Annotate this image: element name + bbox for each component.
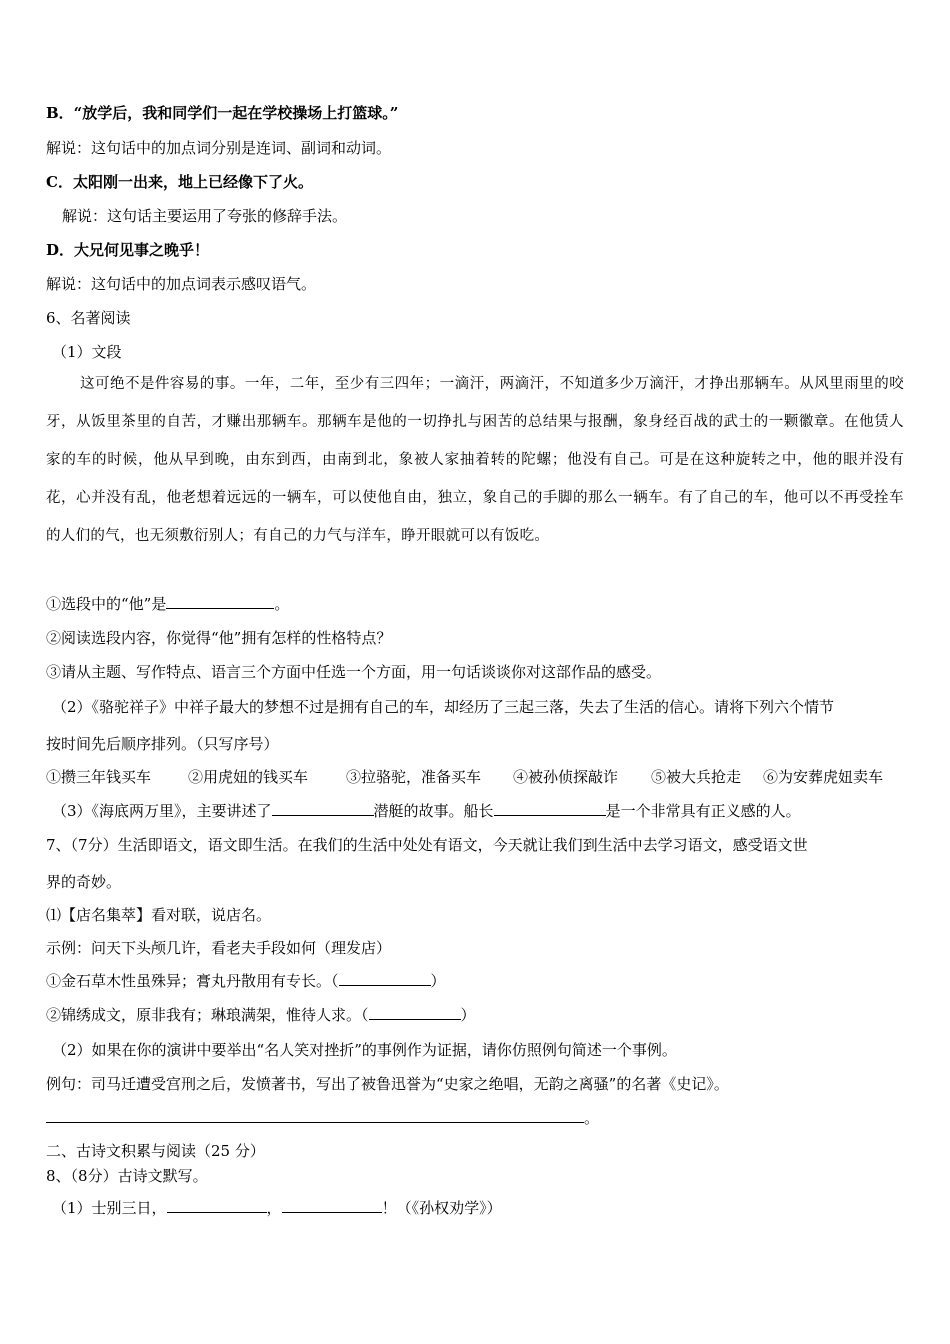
q7-example: 示例：问天下头颅几许，看老夫手段如何（理发店） [46,939,392,957]
q6-event-3: ③拉骆驼，准备买车 [346,768,482,786]
q7-sub1: ⑴【店名集萃】看对联，说店名。 [46,906,272,924]
q7-couplet2 [46,1005,476,1025]
q6-sub2: ②阅读选段内容，你觉得“他”拥有怎样的性格特点？ [46,629,392,647]
q8-item1 [52,1198,502,1218]
q8-item1-text-a: （1）士别三日， [52,1199,167,1217]
q7-sub2: （2）如果在你的演讲中要举出“名人笑对挫折”的事例作为证据，请你仿照例句简述一个事例。 [52,1041,677,1059]
q6-sub1-end: 。 [274,595,290,613]
q6-part3-text-a: （3）《海底两万里》，主要讲述了 [52,802,272,820]
q7-couplet2-blank[interactable] [369,1005,461,1020]
q7-couplet1-blank[interactable] [339,971,431,986]
q6-event-list [46,767,883,787]
q6-event-4: ④被孙侦探敲诈 [513,768,619,786]
q6-passage: 这可绝不是件容易的事。一年，二年，至少有三四年；一滴汗，两滴汗，不知道多少万滴汗，才挣出那辆车。从风里雨里的咬牙，从饭里茶里的自苦，才赚出那辆车。那辆车是他的一切挣扎与困苦的总结果与报酬，象身经百战的武士的一颗徽章。在他赁人家的车的时候，他从早到晚，由东到西，由南到北，象被人家抽着转的陀螺；他没有自己。可是在这种旋转之中，他的眼并没有花，心并没有乱，他老想着远远的一辆车，可以使他自由，独立，象自己的手脚的那么一辆车。有了自己的车，他可以不再受拴车的人们的气，也无须敷衍别人；有自己的力气与洋车，睁开眼就可以有饭吃。 [46,376,904,544]
q7-answer-end: 。 [584,1109,600,1127]
q7-answer-blank[interactable] [46,1108,584,1123]
q6-part3 [52,801,801,821]
q6-part3-text-b: 潜艇的故事。船长 [373,802,494,820]
q6-part2-line1: （2）《骆驼祥子》中祥子最大的梦想不过是拥有自己的车，却经历了三起三落，失去了生活的信心。请将下列六个情节 [52,698,835,716]
q7-answer-line [46,1108,599,1128]
q6-sub1-text: ①选段中的“他”是 [46,595,167,613]
q6-sub1 [46,594,289,614]
q7-couplet1-end: ） [430,972,446,990]
q8-item1-blank-1[interactable] [167,1198,267,1213]
q5-option-b: B．“放学后，我和同学们一起在学校操场上打篮球。” [46,104,399,122]
q7-couplet2-text: ②锦绣成文，原非我有；琳琅满架，惟待人求。（ [46,1006,369,1024]
q8-title: 8、（8分）古诗文默写。 [46,1167,208,1185]
q7-model: 例句：司马迁遭受宫刑之后，发愤著书，写出了被鲁迅誉为“史家之绝唱，无韵之离骚”的名著《史记》。 [46,1075,729,1093]
q8-item1-text-b: ， [266,1199,282,1217]
q6-event-6: ⑥为安葬虎妞卖车 [763,768,884,786]
q6-sub3: ③请从主题、写作特点、语言三个方面中任选一个方面，用一句话谈谈你对这部作品的感受。 [46,663,662,681]
q5-explain-d: 解说：这句话中的加点词表示感叹语气。 [46,275,317,293]
q7-line1: 7、（7分）生活即语文，语文即生活。在我们的生活中处处有语文，今天就让我们到生活中去学习语文，感受语文世 [46,836,808,854]
q6-part2-line2: 按时间先后顺序排列。（只写序号） [46,735,279,753]
q6-part1-label: （1）文段 [52,343,122,361]
q8-item1-text-c: ！（《孙权劝学》） [381,1199,502,1217]
q6-event-2: ②用虎妞的钱买车 [188,768,309,786]
q5-explain-c: 解说：这句话主要运用了夸张的修辞手法。 [62,207,348,225]
q6-part3-blank-1[interactable] [272,801,374,816]
q8-item1-blank-2[interactable] [282,1198,382,1213]
q7-line2: 界的奇妙。 [46,873,122,891]
q6-event-1: ①攒三年钱买车 [46,768,152,786]
q6-part3-blank-2[interactable] [494,801,606,816]
section2-title: 二、古诗文积累与阅读（25 分） [46,1142,265,1160]
q5-option-c: C．太阳刚一出来，地上已经像下了火。 [46,173,313,191]
q5-explain-b: 解说：这句话中的加点词分别是连词、副词和动词。 [46,139,392,157]
q7-couplet2-end: ） [460,1006,476,1024]
q5-option-d: D．大兄何见事之晚乎！ [46,241,210,259]
q7-couplet1-text: ①金石草木性虽殊异；膏丸丹散用有专长。（ [46,972,339,990]
q6-sub1-blank[interactable] [166,594,274,609]
q7-couplet1 [46,971,446,991]
q6-part3-text-c: 是一个非常具有正义感的人。 [605,802,801,820]
q6-title: 6、名著阅读 [46,309,131,327]
q6-event-5: ⑤被大兵抢走 [651,768,742,786]
